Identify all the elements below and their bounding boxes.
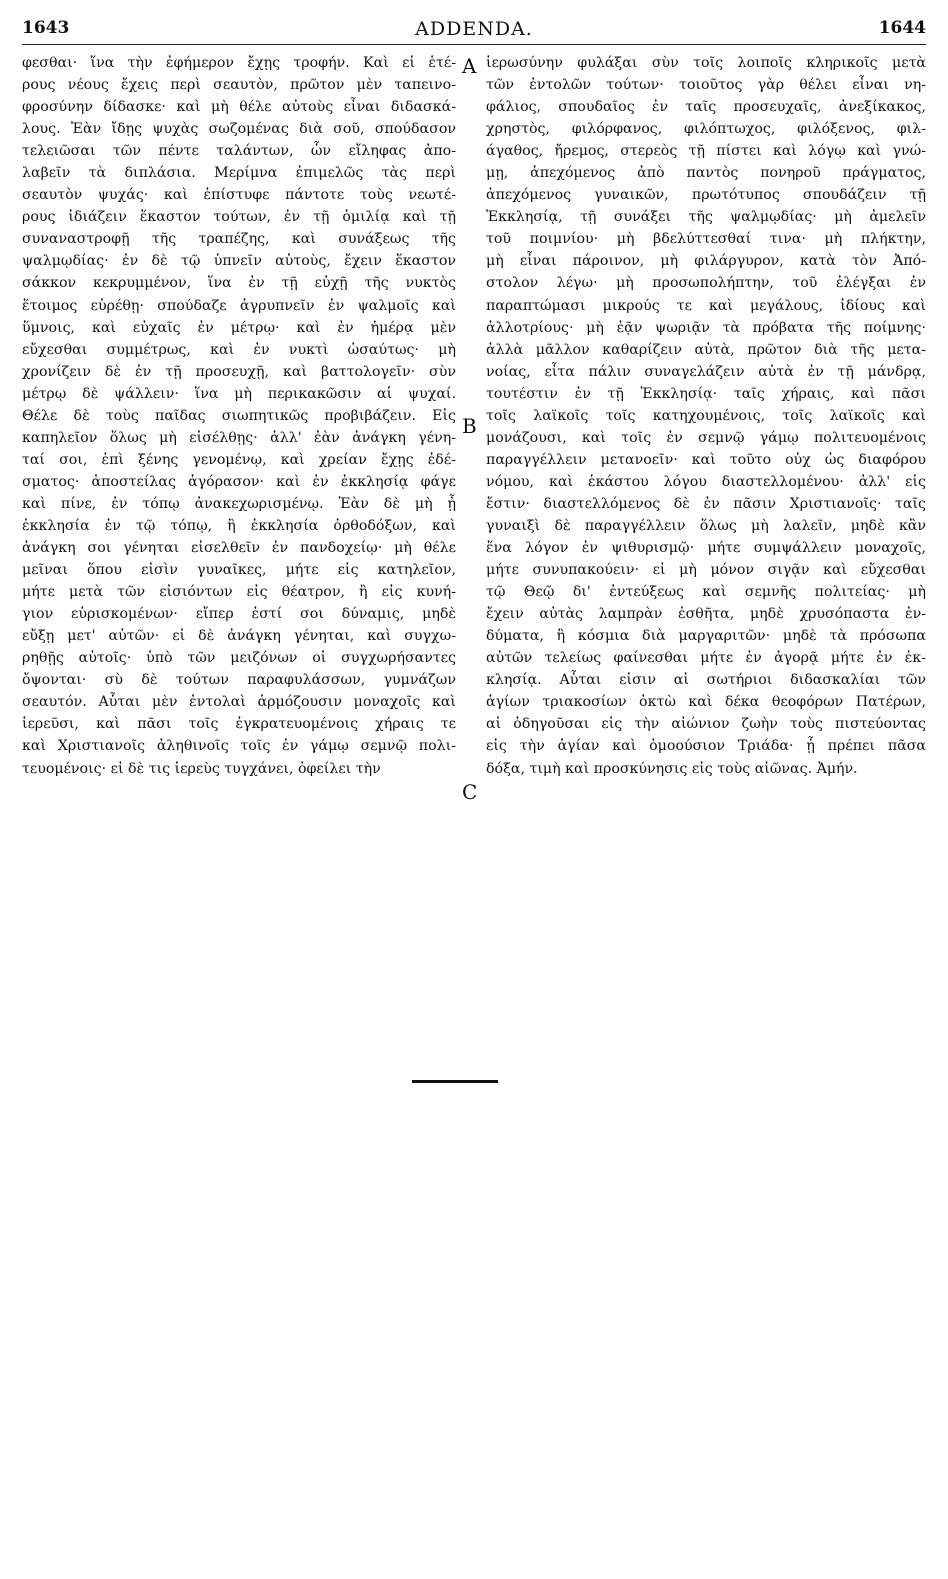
text-line: νοίας, εἶτα πάλιν συναγελάζειν αὐτὰ ἐν τῇ μάνδρᾳ, bbox=[486, 363, 926, 380]
text-line: ἕτοιμος εὑρέθῃ· σπούδαζε ἀγρυπνεῖν ἐν ψαλμοῖς καὶ bbox=[22, 297, 456, 314]
text-line: γιον εὑρισκομένων· εἴπερ ἐστί σοι δύναμις, μηδὲ bbox=[22, 606, 456, 623]
text-line: εἰς τὴν ἁγίαν καὶ ὁμοούσιον Τριάδα· ᾗ πρέπει πᾶσα bbox=[486, 738, 926, 755]
text-line: ἕνα λόγον ἐν ψιθυρισμῷ· μήτε συμψάλλειν μοναχοῖς, bbox=[486, 540, 926, 557]
text-line: ἀπεχόμενος γυναικῶν, πρωτότυπος σπουδάζειν τῇ bbox=[486, 187, 926, 204]
text-line: εὔχεσθαι συμμέτρως, καὶ ἐν νυκτὶ ὡσαύτως· μὴ bbox=[22, 341, 456, 358]
text-line: εὔξῃ μετ' αὐτῶν· εἰ δὲ ἀνάγκη γένηται, καὶ συγχω- bbox=[22, 628, 456, 645]
text-line: συναναστροφῇ τῆς τραπέζης, καὶ συνάξεως τῆς bbox=[22, 231, 456, 248]
text-line: τῷ Θεῷ δι' ἐντεύξεως καὶ σεμνῆς πολιτείας· μὴ bbox=[486, 584, 926, 601]
text-line: τοῦ ποιμνίου· μὴ βδελύττεσθαί τινα· μὴ πλήκτην, bbox=[486, 231, 926, 248]
page-number-left: 1643 bbox=[22, 18, 70, 38]
text-line: άγαθος, ἤρεμος, στερεὸς τῇ πίστει καὶ λόγῳ καὶ γνώ- bbox=[486, 143, 926, 160]
text-line: ταί σοι, ἐπὶ ξένης γενομένῳ, καὶ χρείαν ἔχῃς ἐδέ- bbox=[22, 451, 456, 468]
text-line: στολον λέγω· μὴ προσωπολήπτην, τοῦ ἐλέγξαι ἐν bbox=[486, 275, 926, 292]
text-line: γυναιξὶ δὲ παραγγέλλειν ὅλως μὴ λαλεῖν, μηδὲ κἂν bbox=[486, 517, 926, 534]
text-line: σεαυτὸν ψυχάς· καὶ ἐπίστυφε πάντοτε τοὺς νεωτέ- bbox=[22, 187, 456, 204]
left-column bbox=[22, 52, 456, 780]
margin-letter-a: A bbox=[462, 54, 477, 78]
text-line: σματος· ἀποστείλας ἀγόρασον· καὶ ἐν ἐκκλησίᾳ φάγε bbox=[22, 473, 456, 490]
text-line: νόμου, καὶ ἑκάστου λόγου διαστελλομένου· ἀλλ' εἰς bbox=[486, 473, 926, 490]
header-rule bbox=[22, 44, 926, 45]
text-line: χρονίζειν δὲ ἐν τῇ προσευχῇ, καὶ βαττολογεῖν· σὺν bbox=[22, 363, 456, 380]
text-line: καὶ Χριστιανοῖς ἀληθινοῖς τοῖς ἐν γάμῳ σεμνῷ πολι- bbox=[22, 738, 456, 755]
text-line: αἱ ὁδηγοῦσαι εἰς τὴν αἰώνιον ζωὴν τοὺς πιστεύοντας bbox=[486, 716, 926, 733]
text-line: παραγγέλλειν μετανοεῖν· καὶ τοῦτο οὐχ ὡς διαφόρου bbox=[486, 451, 926, 468]
text-line: μεῖναι ὅπου εἰσὶν γυναῖκες, μήτε εἰς κατηλεῖον, bbox=[22, 562, 456, 579]
text-line: δύματα, ἢ κόσμια διὰ μαργαριτῶν· μηδὲ τὰ πρόσωπα bbox=[486, 628, 926, 645]
text-line: φεσθαι· ἵνα τὴν ἐφήμερον ἔχῃς τροφήν. Καὶ εἰ ἑτέ- bbox=[22, 55, 456, 71]
text-line: παραπτώμασι μικρούς τε καὶ μεγάλους, ἰδίους καὶ bbox=[486, 297, 926, 314]
right-column bbox=[486, 52, 926, 780]
text-line: ἁγίων τριακοσίων ὀκτὼ καὶ δέκα θεοφόρων Πατέρων, bbox=[486, 694, 926, 711]
text-line: ἔστιν· διαστελλόμενος δὲ ἐν πᾶσιν Χριστιανοῖς· ταῖς bbox=[486, 495, 926, 512]
page-header bbox=[22, 18, 926, 44]
text-line: καπηλεῖον ὅλως μὴ εἰσέλθῃς· ἀλλ' ἐὰν ἀνάγκη γένη- bbox=[22, 429, 456, 446]
text-line: ἀλλοτρίους· μὴ ἐᾷν ψωριᾷν τὰ πρόβατα τῆς ποίμνης· bbox=[486, 319, 926, 336]
text-line: σάκκον κεκρυμμένον, ἵνα ἐν τῇ εὐχῇ τῆς νυκτὸς bbox=[22, 275, 456, 292]
text-line: ἔχειν αὐτὰς λαμπρὰν ἐσθῆτα, μηδὲ χρυσόπαστα ἐν- bbox=[486, 606, 926, 623]
text-line: ἀλλὰ μᾶλλον καθαρίζειν αὐτὰ, πρῶτον διὰ τῆς μετα- bbox=[486, 341, 926, 358]
text-line: ρους νέους ἔχεις περὶ σεαυτὸν, πρῶτον μὲν ταπεινο- bbox=[22, 77, 456, 94]
text-line: μήτε συνυπακούειν· εἰ μὴ μόνον σιγᾷν καὶ εὔχεσθαι bbox=[486, 562, 926, 579]
margin-letter-b: B bbox=[462, 414, 477, 438]
text-line: καὶ πίνε, ἐν τόπῳ ἀνακεχωρισμένῳ. Ἐὰν δὲ μὴ ᾖ bbox=[22, 495, 456, 512]
text-line: Ἐκκλησίᾳ, τῇ συνάξει τῆς ψαλμῳδίας· μὴ ἀμελεῖν bbox=[486, 209, 926, 226]
text-line: Θέλε δὲ τοὺς παῖδας σιωπητικῶς προβιβάζειν. Εἰς bbox=[22, 407, 456, 424]
text-line: τευομένοις· εἰ δὲ τις ἱερεὺς τυγχάνει, ὀφείλει τὴν bbox=[22, 760, 381, 777]
text-line: μὴ εἶναι πάροινον, μὴ φιλάργυρον, κατὰ τὸν Ἀπό- bbox=[486, 253, 926, 270]
text-line: τουτέστιν ἐν τῇ Ἐκκλησίᾳ· ταῖς χήραις, καὶ πᾶσι bbox=[486, 385, 926, 402]
text-line: μέτρῳ δὲ ψάλλειν· ἵνα μὴ περικακῶσιν αἱ ψυχαί. bbox=[22, 385, 456, 402]
text-line: ἱερωσύνην φυλάξαι σὺν τοῖς λοιποῖς κληρικοῖς μετὰ bbox=[486, 55, 926, 71]
text-line: ψαλμῳδίας· ἐν δὲ τῷ ὑπνεῖν αὐτοὺς, ἔχειν ἕκαστον bbox=[22, 253, 456, 270]
text-line: τοῖς λαϊκοῖς τοῖς κατηχουμένοις, τοῖς λαϊκοῖς καὶ bbox=[486, 407, 926, 424]
text-line: ρηθῇς αὐτοῖς· ὑπὸ τῶν μειζόνων οἱ συγχωρήσαντες bbox=[22, 650, 456, 667]
text-line: φάλιος, σπουδαῖος ἐν ταῖς προσευχαῖς, ἀνεξίκακος, bbox=[486, 99, 926, 116]
text-line: αὐτῶν τελείως φαίνεσθαι μήτε ἐν ἀγορᾷ μήτε ἐν ἐκ- bbox=[486, 650, 926, 667]
text-line: τελειῶσαι τῶν πέντε ταλάντων, ὧν εἴληφας ἀπο- bbox=[22, 143, 456, 160]
text-line: ρους ἰδιάζειν ἕκαστον τούτων, ἐν τῇ ὁμιλίᾳ καὶ τῇ bbox=[22, 209, 456, 226]
text-line: δόξα, τιμὴ καὶ προσκύνησις εἰς τοὺς αἰῶνας. Ἀμήν. bbox=[486, 760, 858, 777]
text-line: μονάζουσι, καὶ τοῖς ἐν σεμνῷ γάμῳ πολιτευομένοις bbox=[486, 429, 926, 446]
page-number-right: 1644 bbox=[878, 18, 926, 38]
text-line: σεαυτόν. Αὗται μὲν ἐντολαὶ ἁρμόζουσιν μοναχοῖς καὶ bbox=[22, 694, 456, 711]
text-line: ὕμνοις, καὶ εὐχαῖς ἐν μέτρῳ· καὶ ἐν ἡμέρᾳ μὲν bbox=[22, 319, 456, 336]
text-line: μῃ, ἀπεχόμενος ἀπὸ παντὸς πονηροῦ πράγματος, bbox=[486, 165, 926, 182]
margin-letter-c: C bbox=[462, 780, 478, 804]
text-line: κλησίᾳ. Αὗται εἰσιν αἱ σωτήριοι διδασκαλίαι τῶν bbox=[486, 672, 926, 689]
text-line: ἱερεῦσι, καὶ πᾶσι τοῖς ἐγκρατευομένοις χήραις τε bbox=[22, 716, 456, 733]
text-line: ἀνάγκη σοι γένηται εἰσελθεῖν ἐν πανδοχείῳ· μὴ θέλε bbox=[22, 540, 456, 557]
end-rule bbox=[412, 1080, 498, 1083]
text-line: τῶν ἐντολῶν τούτων· τοιοῦτος γὰρ θέλει εἶναι νη- bbox=[486, 77, 926, 94]
text-line: χρηστὸς, φιλόρφανος, φιλόπτωχος, φιλόξενος, φιλ- bbox=[486, 121, 926, 138]
text-line: ἐκκλησία ἐν τῷ τόπῳ, ἢ ἐκκλησία ὀρθοδόξων, καὶ bbox=[22, 517, 456, 534]
text-line: λους. Ἐὰν ἴδῃς ψυχὰς σωζομένας διὰ σοῦ, σπούδασον bbox=[22, 121, 456, 138]
text-line: φροσύνην δίδασκε· καὶ μὴ θέλε αὐτοὺς εἶναι διδασκά- bbox=[22, 99, 456, 116]
running-title: ADDENDA. bbox=[415, 18, 533, 40]
text-line: λαβεῖν τὰ διπλάσια. Μερίμνα ἐπιμελῶς τὰς περὶ bbox=[22, 165, 456, 182]
text-line: μήτε μετὰ τῶν εἰσιόντων εἰς θέατρον, ἢ εἰς κυνή- bbox=[22, 584, 456, 601]
text-line: ὄψονται· σὺ δὲ τούτων παραφυλάσσων, γυμνάζων bbox=[22, 672, 456, 689]
